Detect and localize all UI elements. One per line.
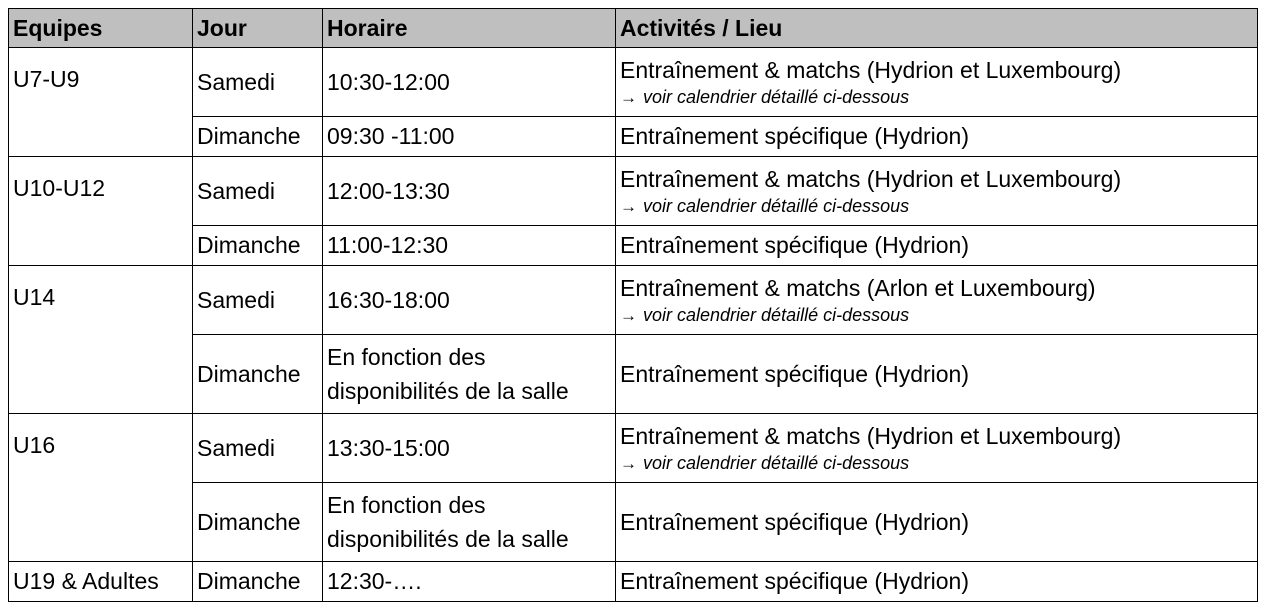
day-cell: Samedi	[193, 48, 323, 117]
day-cell: Dimanche	[193, 483, 323, 562]
arrow-right-icon: →	[620, 305, 637, 325]
day-cell: Dimanche	[193, 226, 323, 266]
time-cell: 16:30-18:00	[323, 266, 616, 335]
time-line: En fonction des	[327, 491, 486, 518]
activity-cell: Entraînement spécifique (Hydrion)	[616, 335, 1258, 414]
schedule-table	[8, 8, 1258, 602]
day-cell: Samedi	[193, 414, 323, 483]
detail-note-text: voir calendrier détaillé ci-dessous	[643, 452, 910, 473]
day-cell: Dimanche	[193, 562, 323, 602]
time-cell: 09:30 -11:00	[323, 117, 616, 157]
detail-note	[620, 196, 1253, 218]
activity-cell	[616, 414, 1258, 483]
time-cell	[323, 335, 616, 414]
activity-text: Entraînement & matchs (Hydrion et Luxembourg)	[620, 422, 1122, 449]
team-name: U10-U12	[9, 157, 193, 266]
time-cell: 12:00-13:30	[323, 157, 616, 226]
team-name: U14	[9, 266, 193, 414]
activity-text: Entraînement & matchs (Hydrion et Luxembourg)	[620, 165, 1122, 192]
activity-text: Entraînement & matchs (Arlon et Luxembourg)	[620, 274, 1096, 301]
header-jour: Jour	[193, 9, 323, 48]
table-row	[9, 414, 1258, 483]
detail-note	[620, 453, 1253, 475]
activity-cell: Entraînement spécifique (Hydrion)	[616, 483, 1258, 562]
time-cell: 13:30-15:00	[323, 414, 616, 483]
detail-note	[620, 305, 1253, 327]
detail-note-text: voir calendrier détaillé ci-dessous	[643, 304, 910, 325]
activity-cell	[616, 48, 1258, 117]
activity-cell: Entraînement spécifique (Hydrion)	[616, 562, 1258, 602]
table-row	[9, 266, 1258, 335]
arrow-right-icon: →	[620, 87, 637, 107]
time-line: En fonction des	[327, 343, 486, 370]
detail-note	[620, 87, 1253, 109]
table-row	[9, 157, 1258, 226]
time-line: disponibilités de la salle	[327, 526, 569, 552]
team-name: U19 & Adultes	[9, 562, 193, 602]
day-cell: Samedi	[193, 157, 323, 226]
arrow-right-icon: →	[620, 196, 637, 216]
table-row	[9, 117, 1258, 157]
table-row	[9, 226, 1258, 266]
time-cell: 12:30-….	[323, 562, 616, 602]
detail-note-text: voir calendrier détaillé ci-dessous	[643, 195, 910, 216]
activity-cell	[616, 157, 1258, 226]
header-equipes: Equipes	[9, 9, 193, 48]
activity-text: Entraînement & matchs (Hydrion et Luxembourg)	[620, 56, 1122, 83]
table-row	[9, 335, 1258, 414]
table-row	[9, 48, 1258, 117]
time-line: disponibilités de la salle	[327, 378, 569, 404]
activity-cell: Entraînement spécifique (Hydrion)	[616, 226, 1258, 266]
day-cell: Dimanche	[193, 117, 323, 157]
time-cell: 11:00-12:30	[323, 226, 616, 266]
team-name: U16	[9, 414, 193, 562]
detail-note-text: voir calendrier détaillé ci-dessous	[643, 86, 910, 107]
header-activites: Activités / Lieu	[616, 9, 1258, 48]
team-name: U7-U9	[9, 48, 193, 157]
header-horaire: Horaire	[323, 9, 616, 48]
time-cell: 10:30-12:00	[323, 48, 616, 117]
day-cell: Samedi	[193, 266, 323, 335]
activity-cell	[616, 266, 1258, 335]
table-row	[9, 483, 1258, 562]
activity-cell: Entraînement spécifique (Hydrion)	[616, 117, 1258, 157]
time-cell	[323, 483, 616, 562]
table-row	[9, 562, 1258, 602]
day-cell: Dimanche	[193, 335, 323, 414]
header-row	[9, 9, 1258, 48]
arrow-right-icon: →	[620, 453, 637, 473]
